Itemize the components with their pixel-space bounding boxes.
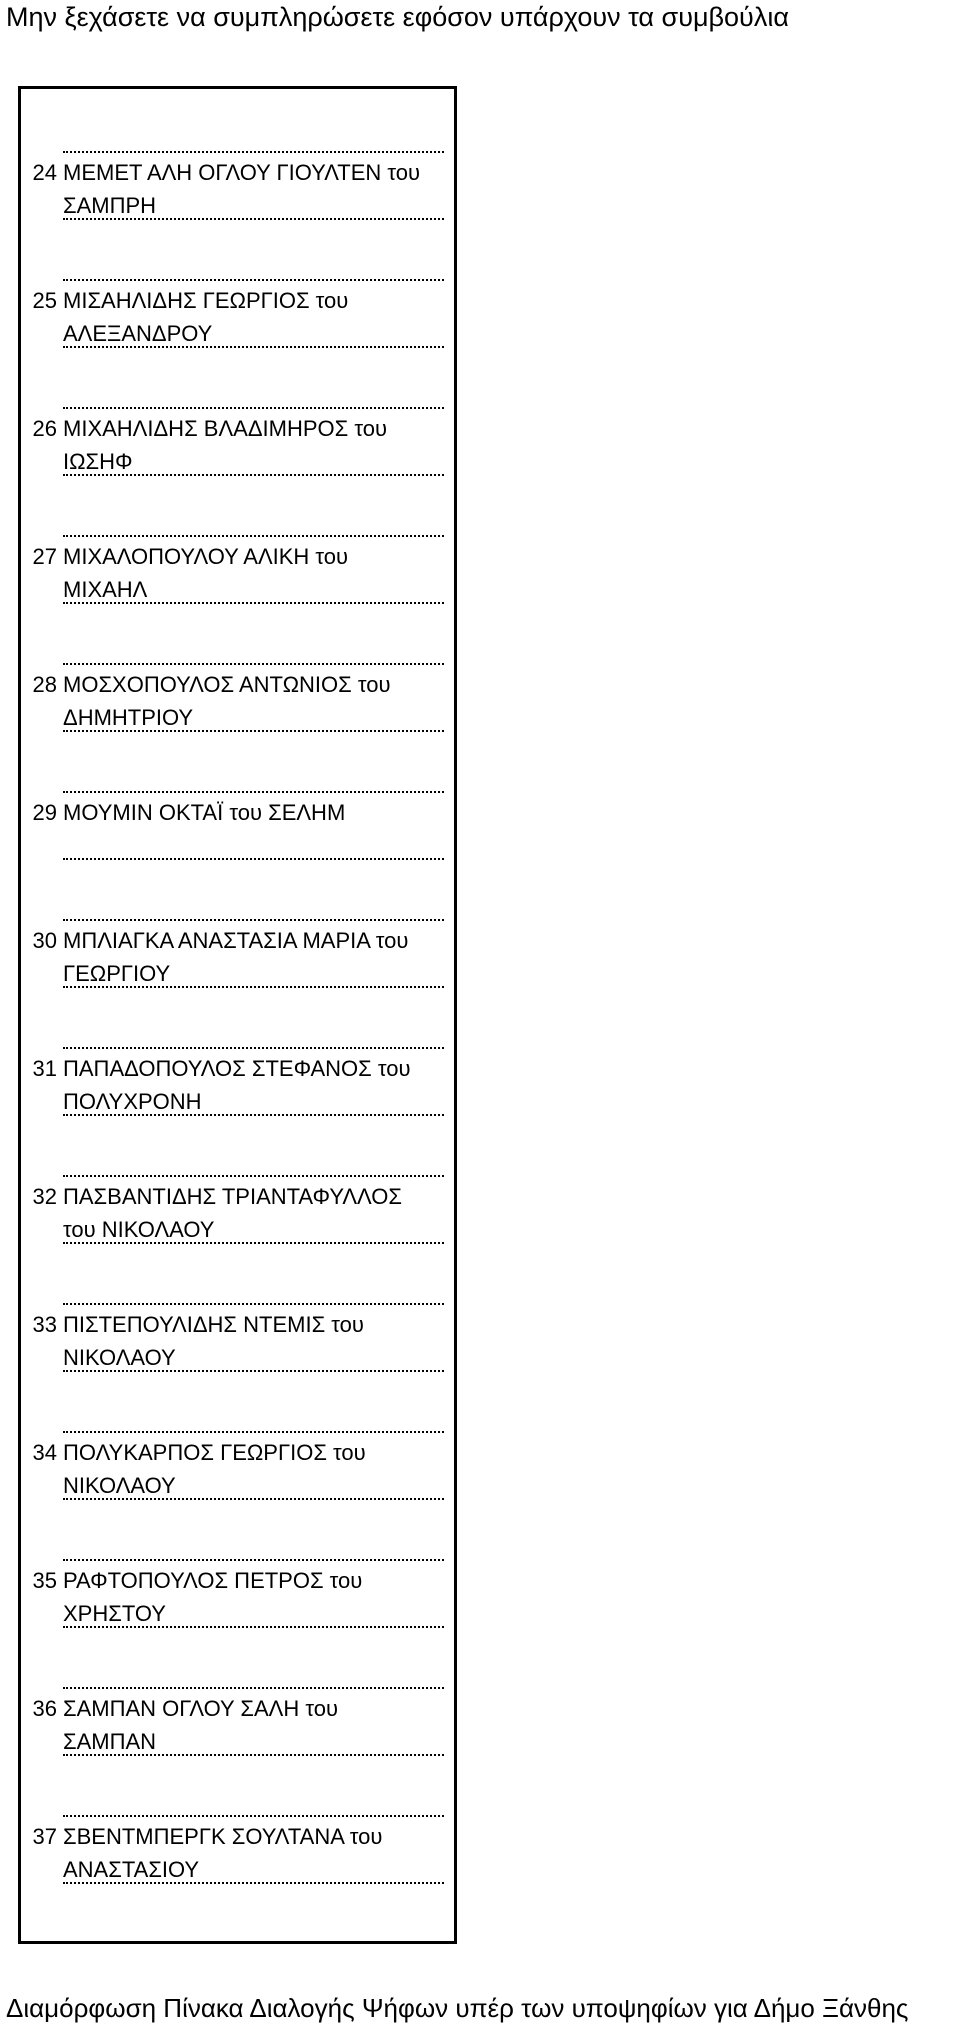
candidate-entry <box>21 663 454 791</box>
candidate-entry <box>21 1303 454 1431</box>
dotted-line <box>63 346 444 348</box>
candidate-entry <box>21 1175 454 1303</box>
candidate-number: 26 <box>32 416 57 441</box>
dotted-line <box>63 730 444 732</box>
dotted-line <box>63 1175 444 1177</box>
candidate-entry <box>21 1047 454 1175</box>
candidate-number: 25 <box>32 288 57 313</box>
candidate-name: ΜΟΣΧΟΠΟΥΛΟΣ ΑΝΤΩΝΙΟΣ του ΔΗΜΗΤΡΙΟΥ <box>63 672 391 730</box>
candidate-number: 33 <box>32 1312 57 1337</box>
candidate-name: ΣΑΜΠΑΝ ΟΓΛΟΥ ΣΑΛΗ του ΣΑΜΠΑΝ <box>63 1696 339 1754</box>
candidate-entry <box>21 1687 454 1815</box>
dotted-line <box>63 218 444 220</box>
candidate-number: 37 <box>32 1824 57 1849</box>
candidate-number: 35 <box>32 1568 57 1593</box>
dotted-line <box>63 1498 444 1500</box>
dotted-line <box>63 1687 444 1689</box>
candidate-name: ΜΙΧΑΗΛΙΔΗΣ ΒΛΑΔΙΜΗΡΟΣ του ΙΩΣΗΦ <box>63 416 387 474</box>
dotted-line <box>63 1559 444 1561</box>
dotted-line <box>63 279 444 281</box>
candidate-number: 32 <box>32 1184 57 1209</box>
dotted-line <box>63 919 444 921</box>
candidate-entry <box>21 791 454 919</box>
page-footer: Διαμόρφωση Πίνακα Διαλογής Ψήφων υπέρ των υποψηφίων για Δήμο Ξάνθης <box>6 1993 909 2023</box>
candidate-name: ΣΒΕΝΤΜΠΕΡΓΚ ΣΟΥΛΤΑΝΑ του ΑΝΑΣΤΑΣΙΟΥ <box>63 1824 383 1882</box>
candidate-name: ΜΠΛΙΑΓΚΑ ΑΝΑΣΤΑΣΙΑ ΜΑΡΙΑ του ΓΕΩΡΓΙΟΥ <box>63 928 409 986</box>
dotted-line <box>63 663 444 665</box>
candidate-entry <box>21 919 454 1047</box>
candidate-entry <box>21 151 454 279</box>
dotted-line <box>63 1754 444 1756</box>
candidate-number: 28 <box>32 672 57 697</box>
dotted-line <box>63 1370 444 1372</box>
candidate-entry <box>21 1815 454 1943</box>
page-header: Μην ξεχάσετε να συμπληρώσετε εφόσον υπάρχουν τα συμβούλια <box>6 2 789 32</box>
candidate-name: ΠΟΛΥΚΑΡΠΟΣ ΓΕΩΡΓΙΟΣ του ΝΙΚΟΛΑΟΥ <box>63 1440 366 1498</box>
dotted-line <box>63 858 444 860</box>
dotted-line <box>63 602 444 604</box>
candidate-number: 24 <box>32 160 57 185</box>
candidate-name: ΠΑΠΑΔΟΠΟΥΛΟΣ ΣΤΕΦΑΝΟΣ του ΠΟΛΥΧΡΟΝΗ <box>63 1056 411 1114</box>
dotted-line <box>63 1303 444 1305</box>
candidate-name: ΠΙΣΤΕΠΟΥΛΙΔΗΣ ΝΤΕΜΙΣ του ΝΙΚΟΛΑΟΥ <box>63 1312 364 1370</box>
candidate-number: 27 <box>32 544 57 569</box>
dotted-line <box>63 986 444 988</box>
candidate-name: ΡΑΦΤΟΠΟΥΛΟΣ ΠΕΤΡΟΣ του ΧΡΗΣΤΟΥ <box>63 1568 363 1626</box>
candidate-list <box>18 86 457 1944</box>
candidate-name: ΠΑΣΒΑΝΤΙΔΗΣ ΤΡΙΑΝΤΑΦΥΛΛΟΣ του ΝΙΚΟΛΑΟΥ <box>63 1184 403 1242</box>
dotted-line <box>63 1882 444 1884</box>
candidate-entry <box>21 1559 454 1687</box>
candidate-entry <box>21 407 454 535</box>
dotted-line <box>63 151 444 153</box>
candidate-name: ΜΙΣΑΗΛΙΔΗΣ ΓΕΩΡΓΙΟΣ του ΑΛΕΞΑΝΔΡΟΥ <box>63 288 349 346</box>
dotted-line <box>63 791 444 793</box>
dotted-line <box>63 407 444 409</box>
candidate-number: 34 <box>32 1440 57 1465</box>
candidate-number: 30 <box>32 928 57 953</box>
dotted-line <box>63 1815 444 1817</box>
candidate-name: ΜΟΥΜΙΝ ΟΚΤΑΪ του ΣΕΛΗΜ <box>63 800 346 825</box>
dotted-line <box>63 1047 444 1049</box>
dotted-line <box>63 1431 444 1433</box>
candidate-number: 31 <box>32 1056 57 1081</box>
candidate-entry <box>21 279 454 407</box>
dotted-line <box>63 1242 444 1244</box>
candidate-number: 36 <box>32 1696 57 1721</box>
candidate-number: 29 <box>32 800 57 825</box>
dotted-line <box>63 474 444 476</box>
candidate-name: ΜΙΧΑΛΟΠΟΥΛΟΥ ΑΛΙΚΗ του ΜΙΧΑΗΛ <box>63 544 349 602</box>
candidate-entry <box>21 1431 454 1559</box>
dotted-line <box>63 1114 444 1116</box>
dotted-line <box>63 535 444 537</box>
candidate-name: ΜΕΜΕΤ ΑΛΗ ΟΓΛΟΥ ΓΙΟΥΛΤΕΝ του ΣΑΜΠΡΗ <box>63 160 421 218</box>
dotted-line <box>63 1626 444 1628</box>
candidate-entry <box>21 535 454 663</box>
